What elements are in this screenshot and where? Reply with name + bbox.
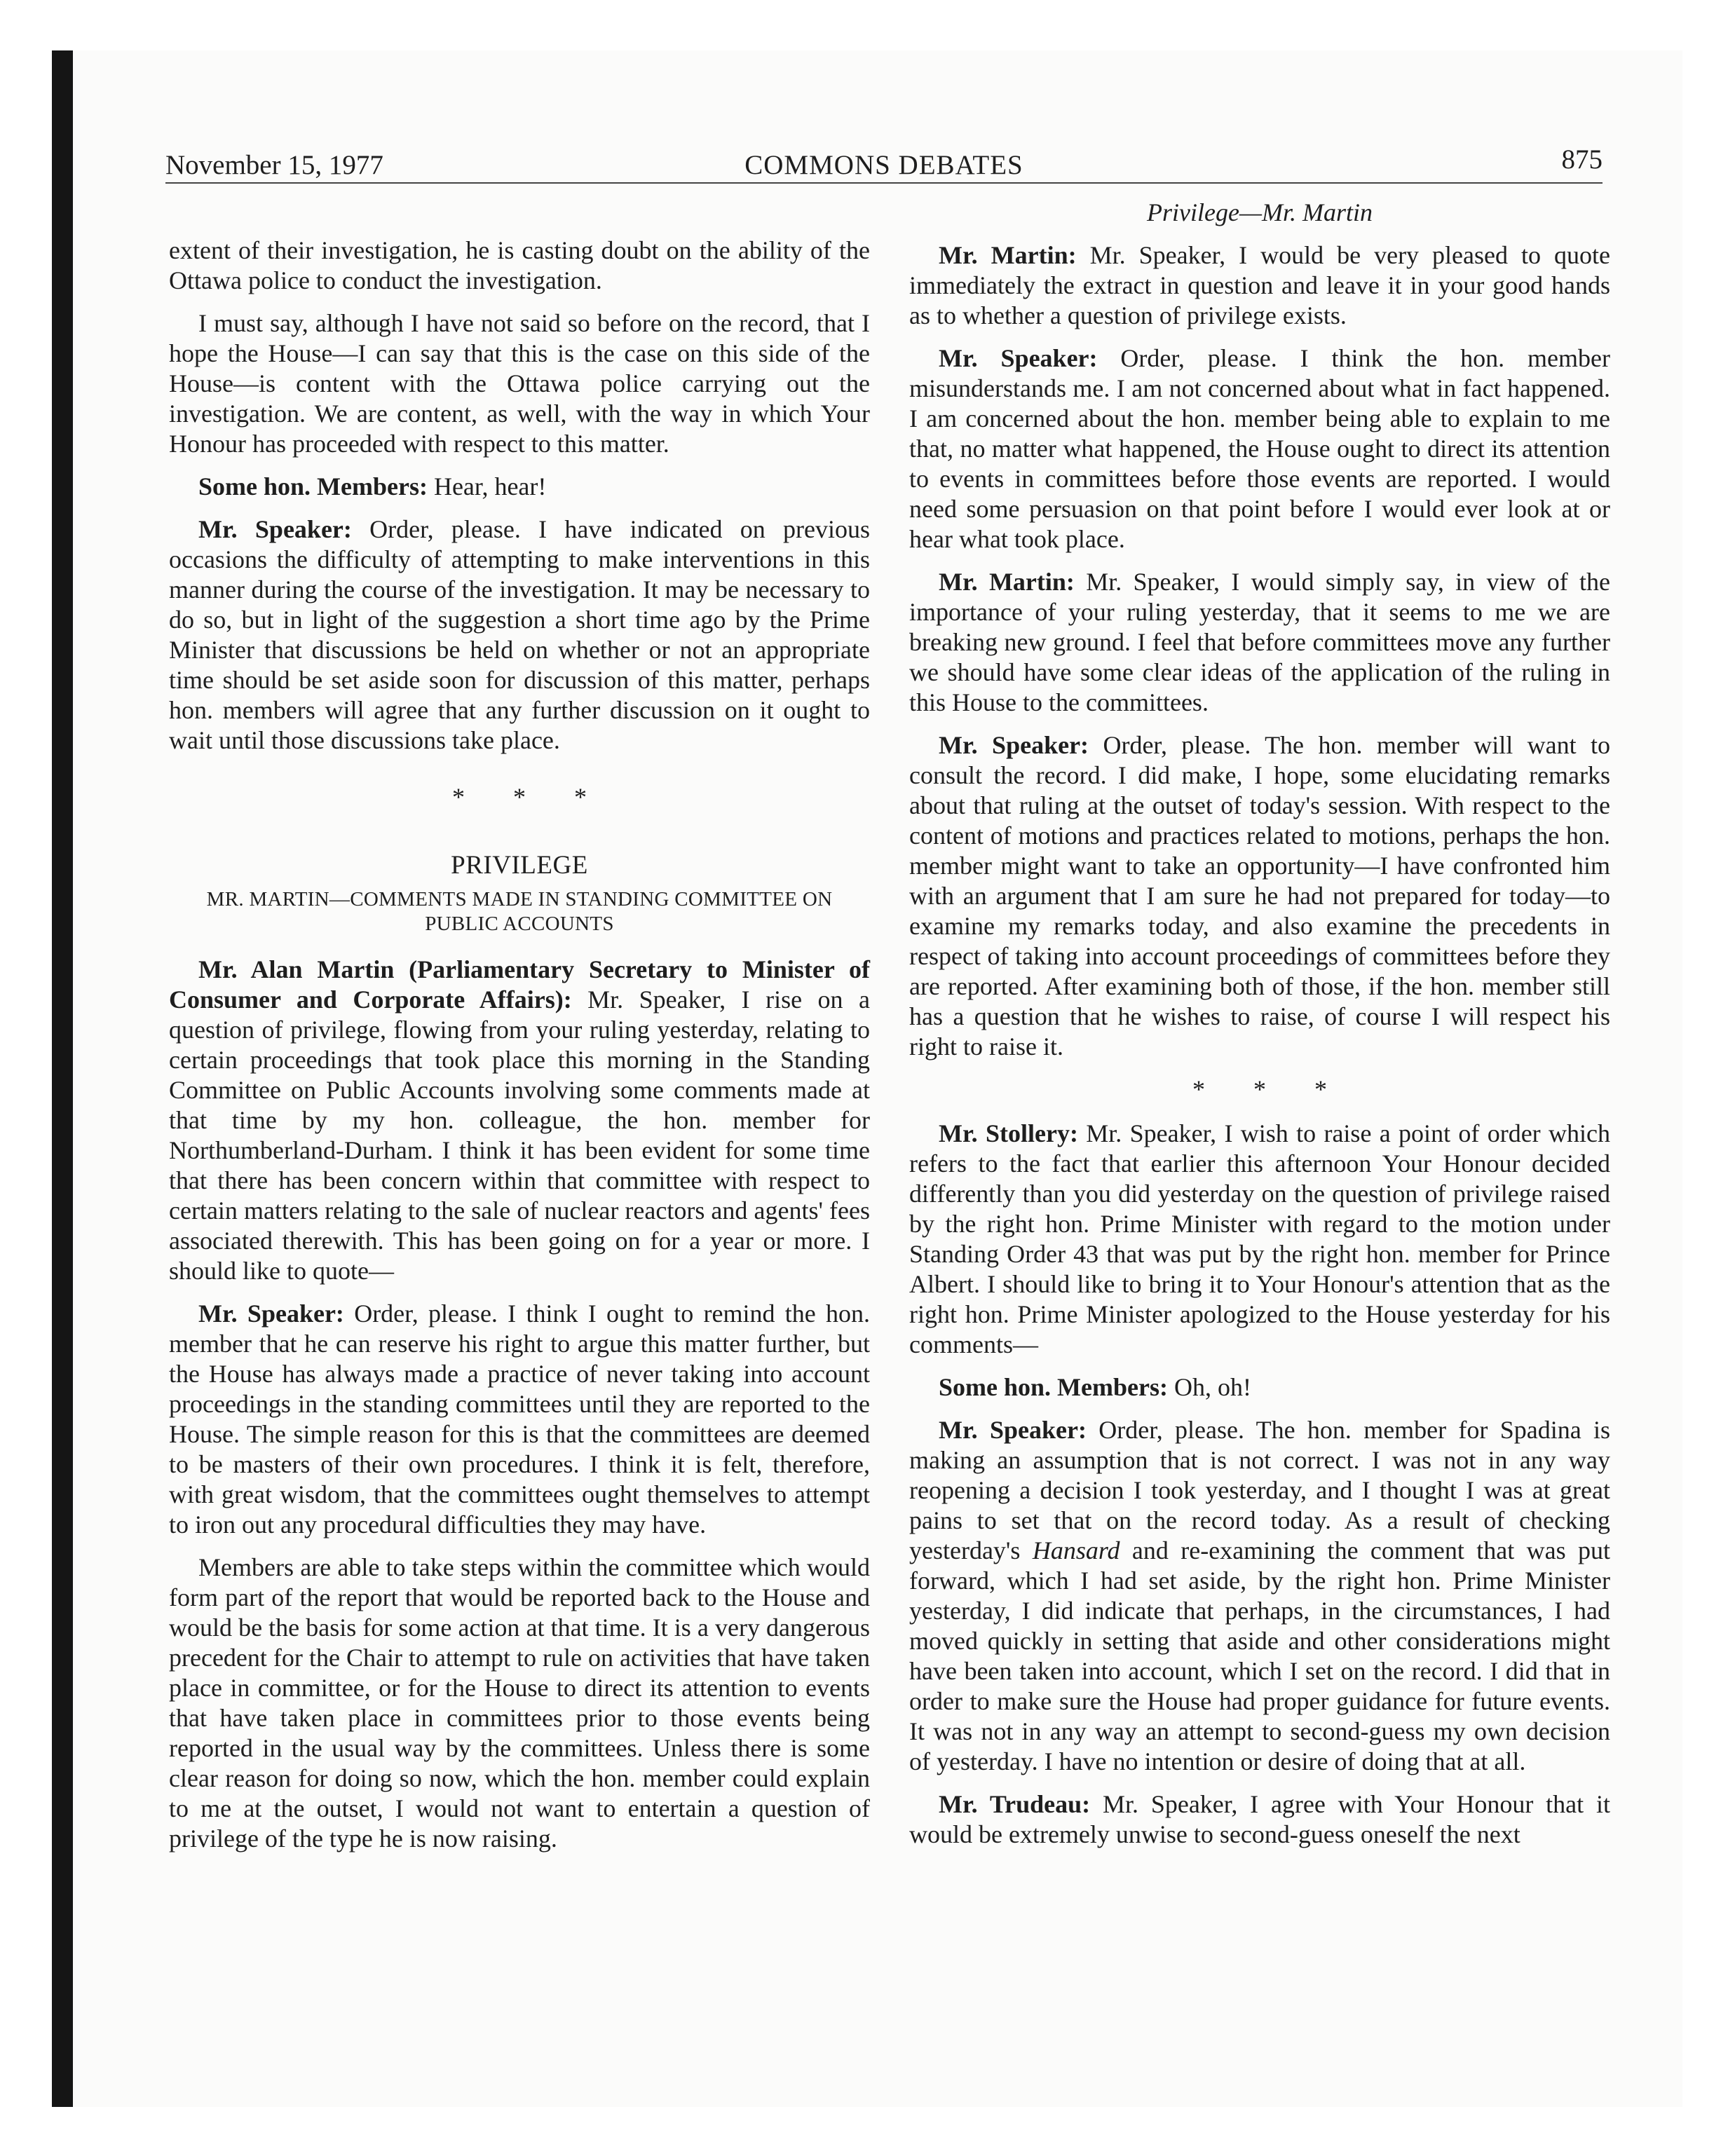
- paragraph: [909, 1372, 1610, 1403]
- speech-text: Oh, oh!: [1167, 1373, 1251, 1401]
- paragraph: extent of their investigation, he is casting doubt on the ability of the Ottawa police to conduct the investigation.: [169, 236, 870, 294]
- section-separator: * * *: [452, 783, 608, 811]
- header-title: COMMONS DEBATES: [744, 150, 1023, 180]
- paragraph: [169, 955, 870, 1286]
- speech-text: Order, please. I have indicated on previous occasions the difficulty of attempting to make interventions in this manner during the course of the investigation. It may be necessary to do so, but in light of the suggestion a short time ago by the Prime Minister that discussions be held on whether or not an appropriate time should be set aside soon for discussion of this matter, perhaps hon. members will agree that any further discussion on it ought to wait until those discussions take place.: [169, 515, 871, 754]
- paragraph: I must say, although I have not said so before on the record, that I hope the House—I can say that this is the case on this side of the House—is content with the Ottawa police carrying out the investigation. We are content, as well, with the way in which Your Honour has proceeded with respect to this matter.: [169, 309, 870, 458]
- speaker-name: Mr. Speaker:: [939, 731, 1089, 759]
- paragraph: [909, 240, 1610, 331]
- speaker-name: Mr. Speaker:: [939, 344, 1098, 372]
- page-header: [165, 144, 1603, 184]
- header-date: November 15, 1977: [165, 150, 383, 180]
- hansard-reference: Hansard: [1032, 1536, 1120, 1564]
- paragraph: [169, 472, 870, 502]
- section-subtitle: MR. MARTIN—COMMENTS MADE IN STANDING COMMITTEE ON PUBLIC ACCOUNTS: [206, 888, 833, 935]
- speaker-name: Mr. Alan Martin (Parliamentary Secretary to Minister of Consumer and Corporate Affairs):: [169, 955, 870, 1014]
- speech-text: Mr. Speaker, I agree with Your Honour that it would be extremely unwise to second-guess oneself the next: [909, 1790, 1610, 1848]
- speech-text: Hear, hear!: [427, 472, 547, 500]
- speaker-name: Some hon. Members:: [939, 1373, 1168, 1401]
- speaker-name: Mr. Speaker:: [939, 1416, 1087, 1444]
- paragraph: [909, 343, 1610, 554]
- page-number: 875: [1561, 144, 1603, 175]
- running-head: Privilege—Mr. Martin: [1147, 198, 1373, 226]
- speaker-name: Mr. Martin:: [939, 241, 1077, 269]
- section-separator: * * *: [1192, 1075, 1348, 1103]
- paragraph: [909, 1789, 1610, 1850]
- speech-text: Mr. Speaker, I wish to raise a point of order which refers to the fact that earlier this afternoon Your Honour decided differently than you did yesterday on the question of privilege raised by the right hon. Prime Minister with regard to the motion under Standing Order 43 that was put by the right hon. member for Prince Albert. I should like to bring it to Your Honour's attention that as the right hon. Prime Minister apologized to the House yesterday for his comments—: [909, 1119, 1610, 1358]
- speech-text: Mr. Speaker, I rise on a question of privilege, flowing from your ruling yesterday, relating to certain proceedings that took place this morning in the Standing Committee on Public Accounts involving some comments made at that time by my hon. colleague, the hon. member for Northumberland-Durham. I think it has been evident for some time that there has been concern within that committee with respect to certain matters relating to the sale of nuclear reactors and agents' fees associated therewith. This has been going on for a year or more. I should like to quote—: [169, 985, 870, 1285]
- right-column: [909, 198, 1610, 1862]
- paragraph: Members are able to take steps within the committee which would form part of the report that would be reported back to the House and would be the basis for some action at that time. It is a very dangerous precedent for the Chair to attempt to rule on activities that have taken place in committee, or for the House to direct its attention to events that have taken place in committees prior to those events being reported in the usual way by the committees. Unless there is some clear reason for doing so now, which the hon. member could explain to me at the outset, I would not want to entertain a question of privilege of the type he is now raising.: [169, 1553, 870, 1853]
- left-column: [169, 236, 870, 1867]
- speaker-name: Some hon. Members:: [198, 472, 428, 500]
- speaker-name: Mr. Speaker:: [198, 1299, 344, 1328]
- speech-text: Order, please. I think the hon. member misunderstands me. I am not concerned about what in fact happened. I am concerned about the hon. member being able to explain to me that, no matter what happened, the House ought to direct its attention to events in committees before those events are reported. I would need some persuasion on that point before I would ever look at or hear what took place.: [909, 344, 1610, 553]
- speech-text: Order, please. I think I ought to remind the hon. member that he can reserve his right to argue this matter further, but the House has always made a practice of never taking into account proceedings in the standing committees until they are reported to the House. The simple reason for this is that the committees are deemed to be masters of their own procedures. I think it is felt, therefore, with great wisdom, that the committees ought themselves to attempt to iron out any procedural difficulties they may have.: [169, 1299, 871, 1538]
- paragraph: [909, 567, 1610, 718]
- speech-text: Mr. Speaker, I would simply say, in view of the importance of your ruling yesterday, that it seems to me we are breaking new ground. I feel that before committees move any further we should have some clear ideas of the application of the ruling in this House to the committees.: [909, 568, 1610, 716]
- section-title: PRIVILEGE: [451, 851, 588, 880]
- paragraph: [909, 730, 1610, 1062]
- speaker-name: Mr. Trudeau:: [939, 1790, 1091, 1818]
- paragraph: [169, 1299, 870, 1540]
- paragraph: [169, 514, 870, 756]
- paragraph: [909, 1119, 1610, 1360]
- speaker-name: Mr. Stollery:: [939, 1119, 1078, 1147]
- speech-text: Mr. Speaker, I would be very pleased to quote immediately the extract in question and leave it in your good hands as to whether a question of privilege exists.: [909, 241, 1610, 329]
- speech-text: Order, please. The hon. member for Spadina is making an assumption that is not correct. I was not in any way reopening a decision I took yesterday, and I thought I was at great pains to set that on the record today. As a result of checking yesterday's: [909, 1416, 1610, 1564]
- speaker-name: Mr. Speaker:: [198, 515, 352, 543]
- paragraph: [909, 1415, 1610, 1777]
- speech-text: and re-examining the comment that was put forward, which I had set aside, by the right hon. Prime Minister yesterday, I did indicate that perhaps, in the circumstances, I had moved quickly in setting that aside and other considerations might have been taken into account, which I set on the record. I did that in order to make sure the House had proper guidance for future events. It was not in any way an attempt to second-guess my own decision of yesterday. I have no intention or desire of doing that at all.: [909, 1536, 1611, 1775]
- speaker-name: Mr. Martin:: [939, 568, 1075, 596]
- speech-text: Order, please. The hon. member will want to consult the record. I did make, I hope, some elucidating remarks about that ruling at the outset of today's session. With respect to the content of motions and practices related to motions, perhaps the hon. member might want to take an opportunity—I have confronted him with an argument that I am sure he had not prepared for today—to examine my remarks today, and also examine the precedents in respect of taking into account proceedings of committees before they are reported. After examining both of those, if the hon. member still has a question that he wishes to raise, of course I will respect his right to raise it.: [909, 731, 1610, 1060]
